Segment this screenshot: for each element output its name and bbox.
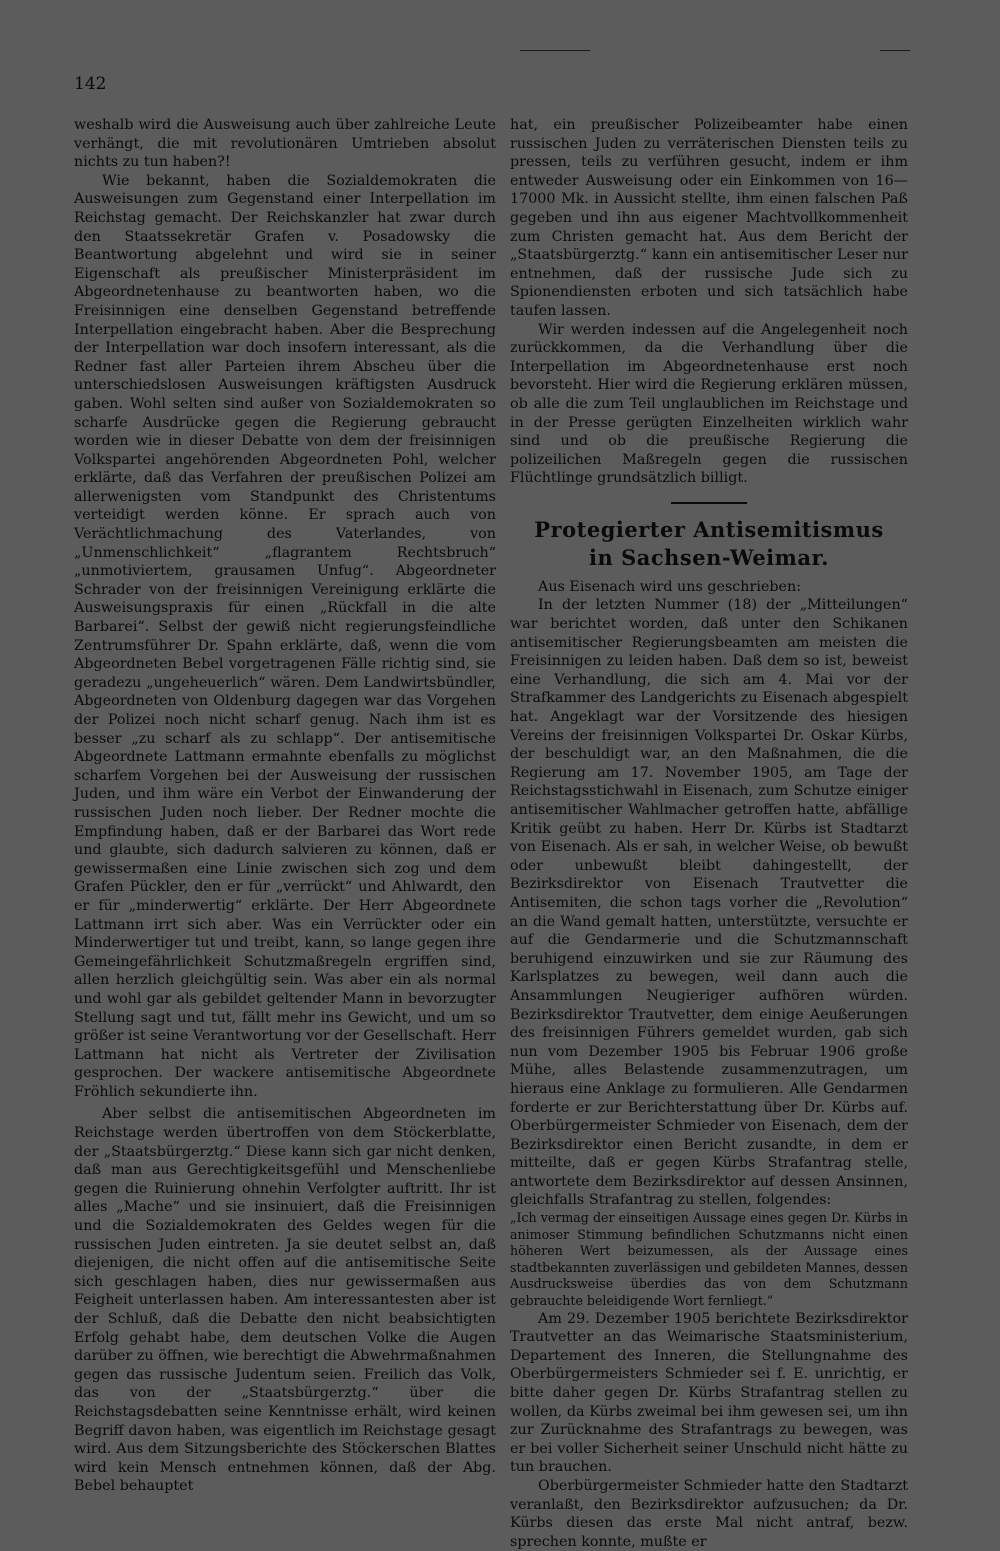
article-paragraph-3: Oberbürgermeister Schmieder hatte den Stadtarzt veranlaßt, den Bezirksdirektor aufzusuchen; da Dr. Kürbs diesen das erste Mal nicht antraf, bezw. sprechen konnte, mußte er xyxy=(510,1477,908,1550)
article-paragraph-1: In der letzten Nummer (18) der „Mitteilungen“ war berichtet worden, daß unter den Schikanen antisemitischer Regierungsbeamten am meisten die Freisinnigen zu leiden haben. Daß dem so ist, beweist eine Verhandlung, die sich am 4. Mai vor der Strafkammer des Landgerichts zu Eisenach abgespielt hat. Angeklagt war der Vorsitzende des hiesigen Vereins der freisinnigen Volkspartei Dr. Oskar Kürbs, der beschuldigt war, an den Maßnahmen, die die Regierung am 17. November 1905, am Tage der Reichstagsstichwahl in Eisenach, zum Schutze einiger antisemitischer Wahlmacher getroffen hatte, abfällige Kritik geübt zu haben. Herr Dr. Kürbs ist Stadtarzt von Eisenach. Als er sah, in welcher Weise, ob bewußt oder unbewußt bleibt dahingestellt, der Bezirksdirektor von Eisenach Trautvetter die Antisemiten, die schon tags vorher die „Revolution“ an die Wand gemalt hatten, unterstützte, versuchte er auf die Gendarmerie und die Schutzmannschaft beruhigend einzuwirken und sie zur Räumung des Karlsplatzes zu bewegen, weil dann auch die Ansammlungen Neugieriger aufhören würden. Bezirksdirektor Trautvetter, dem einige Aeußerungen des freisinnigen Führers gemeldet wurden, gab sich nun vom Dezember 1905 bis Februar 1906 große Mühe, alles Belastende zusammenzutragen, um hieraus eine Anklage zu formulieren. Alle Gendarmen forderte er zur Berichterstattung über Dr. Kürbs auf. Oberbürgermeister Schmieder von Eisenach, dem der Bezirksdirektor einen Bericht zusandte, in dem er mitteilte, daß er gegen Kürbs Strafantrag stelle, antwortete dem Bezirksdirektor auf dessen Ansinnen, gleichfalls Strafantrag zu stellen, folgendes: xyxy=(510,597,908,1209)
scan-speck xyxy=(880,50,910,51)
article-dateline: Aus Eisenach wird uns geschrieben: xyxy=(538,578,802,595)
left-column xyxy=(74,116,496,1496)
section-divider xyxy=(671,502,747,504)
headline-line-1: Protegierter Antisemitismus xyxy=(534,516,884,542)
right-column xyxy=(510,116,908,1551)
left-paragraph-3: Aber selbst die antisemitischen Abgeordneten im Reichstage werden übertroffen von dem Stöckerblatte, der „Staatsbürgerztg.“ Diese kann sich gar nicht denken, daß man aus Gerechtigkeitsgefühl und Menschenliebe gegen die Ruinierung ohnehin Verfolgter auftritt. Ihr ist alles „Mache“ und sie insinuiert, daß die Freisinnigen und die Sozialdemokraten des Geldes wegen für die russischen Juden eintreten. Ja sie deutet selbst an, daß diejenigen, die nicht offen auf die antisemitische Seite sich geschlagen haben, dies nur gewissermaßen aus Feigheit unterlassen haben. Am interessantesten aber ist der Schluß, daß die Debatte den nicht beabsichtigten Erfolg gehabt habe, dem deutschen Volke die Augen darüber zu öffnen, wie berechtigt die Abwehrmaßnahmen gegen das russische Judentum seien. Freilich das Volk, das von der „Staatsbürgerztg.“ über die Reichstagsdebatten seine Kenntnisse erhält, wird keinen Begriff davon haben, was eigentlich im Reichstage gesagt wird. Aus dem Sitzungsberichte des Stöckerschen Blattes wird kein Mensch entnehmen können, daß der Abg. Bebel behauptet xyxy=(74,1106,496,1495)
left-paragraph-1: weshalb wird die Ausweisung auch über zahlreiche Leute verhängt, die mit revolutionären Umtrieben absolut nichts zu tun haben?! xyxy=(74,117,496,171)
right-paragraph-2: Wir werden indessen auf die Angelegenheit noch zurückkommen, da die Verhandlung über die Interpellation im Abgeordnetenhause erst noch bevorsteht. Hier wird die Regierung erklären müssen, ob alle die zum Teil unglaublichen im Reichstage und in der Presse gerügten Einzelheiten wirklich wahr sind und ob die preußische Regierung die polizeilichen Maßregeln gegen die russischen Flüchtlinge grundsätzlich billigt. xyxy=(510,321,908,487)
article-quote: „Ich vermag der einseitigen Aussage eines gegen Dr. Kürbs in animoser Stimmung befindlichen Schutzmanns nicht einen höheren Wert beizumessen, als der Aussage eines stadtbekannten zuverlässigen und gebildeten Mannes, dessen Ausdrucksweise überdies das von dem Schutzmann gebrauchte beleidigende Wort fernliegt.“ xyxy=(510,1210,908,1309)
scan-speck xyxy=(520,50,590,51)
right-paragraph-1: hat, ein preußischer Polizeibeamter habe einen russischen Juden zu verräterischen Diensten teils zu pressen, teils zu verführen gesucht, indem er ihm entweder Ausweisung oder ein Einkommen von 16—17000 Mk. in Aussicht stellte, ihm einen falschen Paß gegeben und ihn aus eigener Machtvollkommenheit zum Christen gemacht hat. Aus dem Bericht der „Staatsbürgerztg.“ kann ein antisemitischer Leser nur entnehmen, daß der russische Jude sich zu Spionendiensten erboten und sich tatsächlich habe taufen lassen. xyxy=(510,117,908,319)
article-paragraph-2: Am 29. Dezember 1905 berichtete Bezirksdirektor Trautvetter an das Weimarische Staatsministerium, Departement des Inneren, die Stellungnahme des Oberbürgermeisters Schmieder sei f. E. unrichtig, er bitte daher gegen Dr. Kürbs Strafantrag stellen zu wollen, da Kürbs zweimal bei ihm gewesen sei, um ihn zur Zurücknahme des Strafantrags zu bewegen, was er bei voller Sicherheit seiner Unschuld nicht hätte zu tun brauchen. xyxy=(510,1310,908,1476)
left-paragraph-2: Wie bekannt, haben die Sozialdemokraten die Ausweisungen zum Gegenstand einer Interpellation im Reichstag gemacht. Der Reichskanzler hat zwar durch den Staatssekretär Grafen v. Posadowsky die Beantwortung abgelehnt und wird sie in seiner Eigenschaft als preußischer Ministerpräsident im Abgeordnetenhause zu beantworten haben, wo die Freisinnigen eine denselben Gegenstand betreffende Interpellation eingebracht haben. Aber die Besprechung der Interpellation war doch insofern interessant, als die Redner fast aller Parteien ihrem Abscheu über die unterschiedslosen Ausweisungen kräftigsten Ausdruck gaben. Wohl selten sind außer von Sozialdemokraten so scharfe Ausdrücke gegen die Regierung gebraucht worden wie in dieser Debatte von dem der freisinnigen Volkspartei angehörenden Abgeordneten Pohl, welcher erklärte, daß das Verfahren der preußischen Polizei am allerwenigsten vom Standpunkt des Christentums verteidigt werden könne. Er sprach auch von Verächtlichmachung des Vaterlandes, von „Unmenschlichkeit“ „flagrantem Rechtsbruch“ „unmotiviertem, grausamen Unfug“. Abgeordneter Schrader von der freisinnigen Vereinigung erklärte die Ausweisungspraxis für einen „Rückfall in die alte Barbarei“. Selbst der gewiß nicht regierungsfeindliche Zentrumsführer Dr. Spahn erklärte, daß, wenn die vom Abgeordneten Bebel vorgetragenen Fälle richtig sind, sie geradezu „ungeheuerlich“ wären. Dem Landwirtsbündler, Abgeordneten von Oldenburg dagegen war das Vorgehen der Polizei noch nicht scharf genug. Nach ihm ist es besser „zu scharf als zu schlapp“. Der antisemitische Abgeordnete Lattmann ermahnte ebenfalls zu möglichst scharfem Vorgehen bei der Ausweisung der russischen Juden, und ihm wäre ein Verbot der Einwanderung der russischen Juden noch lieber. Der Redner mochte die Empfindung haben, daß er der Barbarei das Wort rede und glaubte, sich dadurch salvieren zu können, daß er gewissermaßen eine Linie zwischen sich zog und dem Grafen Pückler, den er für „verrückt“ und Ahlwardt, den er für „minderwertig“ erklärte. Der Herr Abgeordnete Lattmann irrt sich aber. Was ein Verrückter oder ein Minderwertiger tut und treibt, kann, so lange gegen ihre Gemeingefährlichkeit Schutzmaßregeln ergriffen sind, allen herzlich gleichgültig sein. Was aber ein als normal und wohl gar als gebildet geltender Mann in bevorzugter Stellung sagt und tut, fällt mehr ins Gewicht, und um so größer ist seine Verantwortung vor der Gesellschaft. Herr Lattmann hat nicht als Vertreter der Zivilisation gesprochen. Der wackere antisemitische Abgeordnete Fröhlich sekundierte ihn. xyxy=(74,172,496,1100)
page-number: 142 xyxy=(74,74,107,94)
article-headline xyxy=(510,516,908,572)
headline-line-2: in Sachsen-Weimar. xyxy=(589,544,829,570)
